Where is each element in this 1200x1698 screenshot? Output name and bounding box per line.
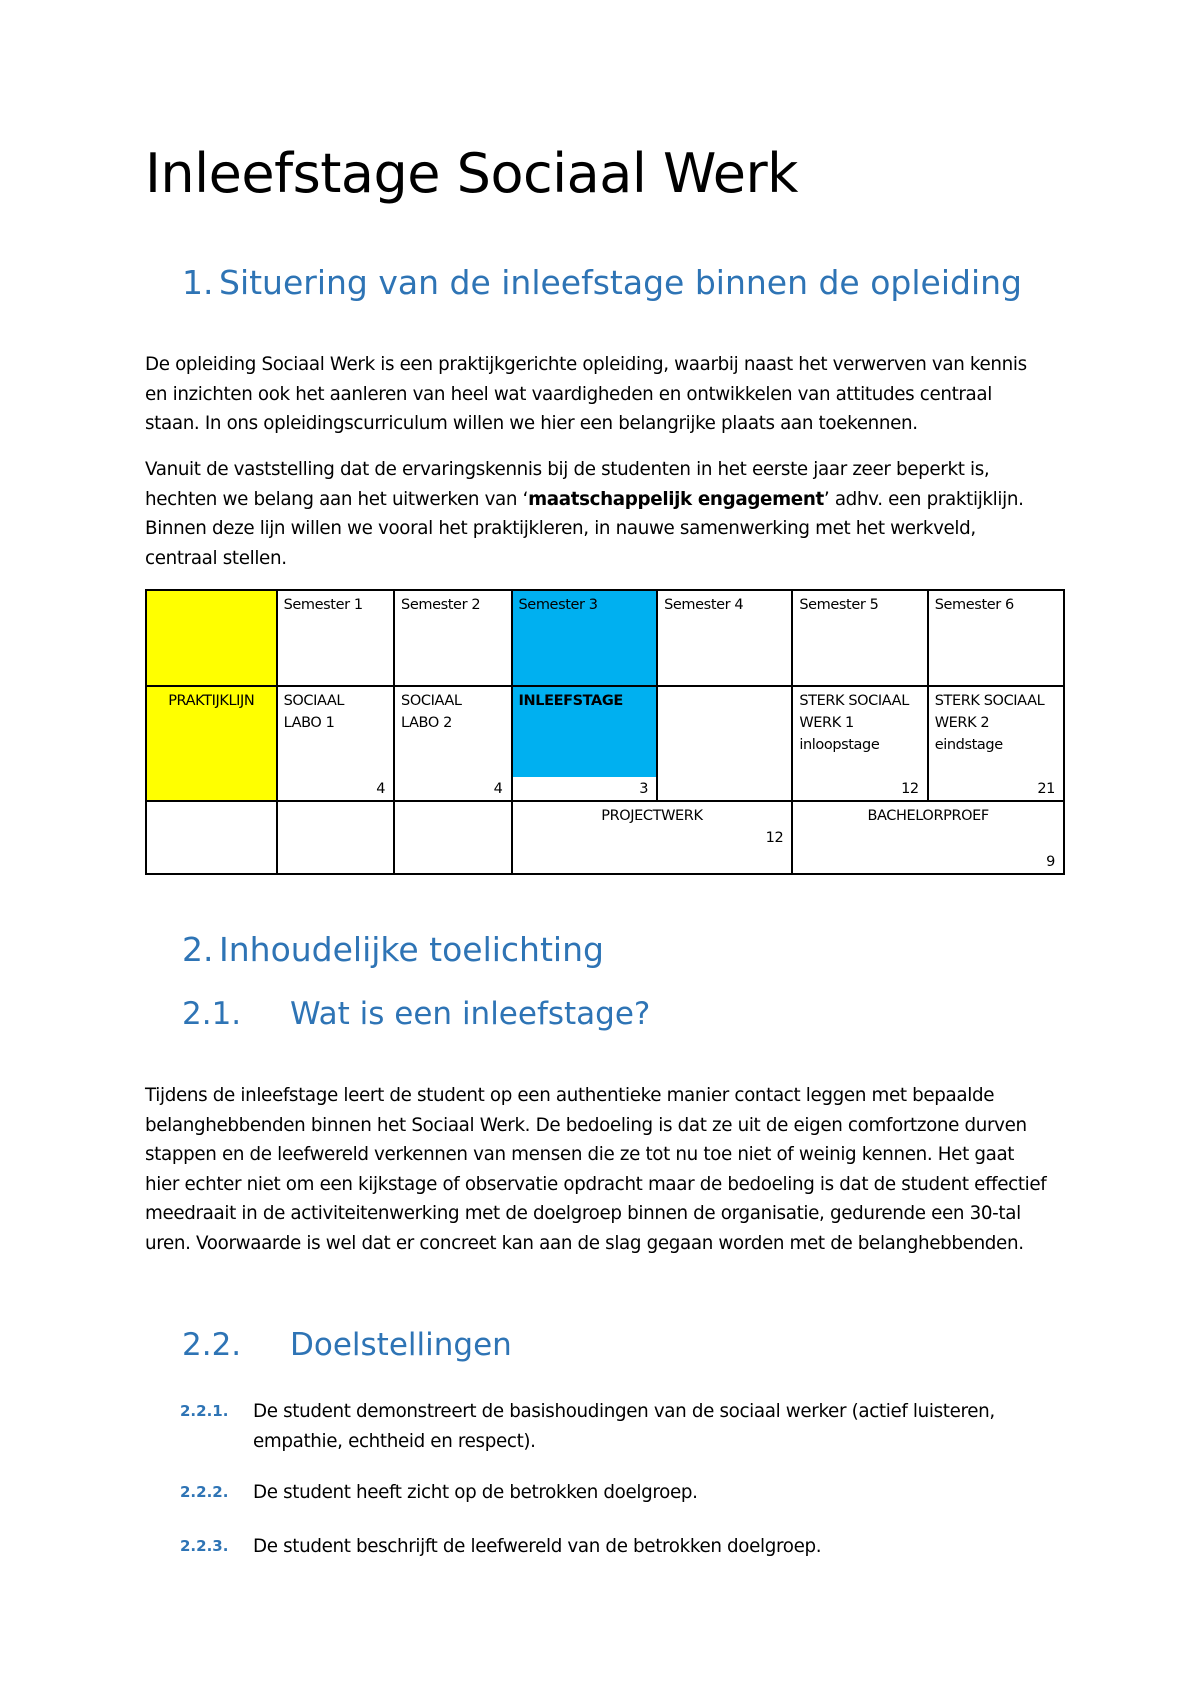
goal-item [145, 1532, 1075, 1562]
cell-line: INLEEFSTAGE [518, 693, 623, 709]
bold-term: maatschappelijk engagement [528, 488, 824, 510]
table-cell-empty [277, 801, 394, 874]
section-2-2-number: 2.2. [182, 1327, 242, 1363]
row-label: PRAKTIJKLIJN [146, 686, 277, 801]
goal-line: De student demonstreert de basishoudingen van de sociaal werker (actief luisteren, [253, 1401, 995, 1422]
cell-line: WERK 1 [799, 715, 854, 731]
section-2-1-title: Wat is een inleefstage? [290, 996, 651, 1032]
cell-line: eindstage [934, 737, 1003, 753]
section-2-2-title: Doelstellingen [290, 1327, 512, 1363]
paragraph-line: hier echter niet om een kijkstage of observatie opdracht maar de bedoeling is dat de student effectief [145, 1173, 1047, 1195]
cell-line: SOCIAAL [401, 693, 462, 709]
table-cell-empty [146, 801, 277, 874]
semester-header: Semester 4 [657, 590, 792, 686]
cell-line: BACHELORPROEF [867, 808, 989, 824]
semester-header: Semester 3 [512, 590, 658, 686]
table-cell-highlighted [512, 686, 658, 801]
table-cell [277, 686, 394, 801]
goal-line: empathie, echtheid en respect). [253, 1430, 536, 1452]
text-run: hechten we belang aan het uitwerken van ‘ [145, 488, 529, 510]
goal-line: De student heeft zicht op de betrokken doelgroep. [253, 1482, 698, 1503]
goal-item [145, 1478, 1075, 1508]
paragraph-line: uren. Voorwaarde is wel dat er concreet kan aan de slag gegaan worden met de belanghebbenden. [145, 1232, 1024, 1254]
table-cell [928, 686, 1064, 801]
section-1-heading [182, 263, 1022, 302]
semester-header: Semester 6 [928, 590, 1064, 686]
credit-value: 4 [376, 781, 386, 797]
table-cell-empty [394, 801, 511, 874]
credit-value: 12 [765, 830, 784, 846]
cell-line: inloopstage [799, 737, 880, 753]
goal-line: De student beschrijft de leefwereld van de betrokken doelgroep. [253, 1536, 822, 1557]
goal-number: 2.2.3. [180, 1537, 229, 1555]
goal-number: 2.2.1. [180, 1402, 229, 1420]
curriculum-table [145, 589, 1065, 875]
table-header-row [146, 590, 1064, 686]
section-1-number: 1. [182, 263, 214, 302]
paragraph-line [145, 485, 1075, 515]
paragraph-line: staan. In ons opleidingscurriculum willen we hier een belangrijke plaats aan toekennen. [145, 413, 918, 434]
semester-header: Semester 5 [792, 590, 927, 686]
paragraph-line: De opleiding Sociaal Werk is een praktijkgerichte opleiding, waarbij naast het verwerven van kennis [145, 354, 1027, 375]
bachelorproef-cell [792, 801, 1064, 874]
section-1-paragraph-2 [145, 455, 1075, 573]
cell-line: STERK SOCIAAL [799, 693, 909, 709]
section-2-1-paragraph [145, 1081, 1075, 1258]
document-title: Inleefstage Sociaal Werk [145, 142, 798, 205]
cell-line: LABO 2 [401, 715, 452, 731]
goal-number: 2.2.2. [180, 1483, 229, 1501]
cell-line: PROJECTWERK [601, 808, 703, 824]
text-run: ’ adhv. een praktijklijn. [823, 488, 1024, 510]
credit-value: 21 [1037, 781, 1055, 797]
credit-value: 12 [901, 781, 919, 797]
section-2-number: 2. [182, 930, 214, 969]
table-cell-empty [657, 686, 792, 801]
section-2-heading [182, 930, 604, 969]
paragraph-line: Tijdens de inleefstage leert de student op een authentieke manier contact leggen met bepaalde [145, 1085, 995, 1106]
table-cell [792, 686, 927, 801]
table-row [146, 686, 1064, 801]
cell-line: STERK SOCIAAL [934, 693, 1045, 709]
paragraph-line: en inzichten ook het aanleren van heel wat vaardigheden en ontwikkelen van attitudes centraal [145, 383, 992, 405]
paragraph-line: stappen en de leefwereld verkennen van mensen die ze tot nu toe niet of weinig kennen. Het gaat [145, 1144, 1015, 1165]
paragraph-line: centraal stellen. [145, 547, 287, 569]
credit-value: 4 [493, 781, 503, 797]
paragraph-line: Binnen deze lijn willen we vooral het praktijkleren, in nauwe samenwerking met het werkveld, [145, 518, 976, 539]
paragraph-line: meedraait in de activiteitenwerking met de doelgroep binnen de organisatie, gedurende een 30-tal [145, 1203, 1021, 1224]
section-2-title: Inhoudelijke toelichting [219, 930, 604, 969]
section-2-2-heading [182, 1327, 512, 1363]
section-1-paragraph-1 [145, 350, 1075, 439]
credit-value: 3 [639, 781, 649, 797]
credit-value: 9 [1046, 854, 1055, 870]
paragraph-line: belanghebbenden binnen het Sociaal Werk. De bedoeling is dat ze uit de eigen comfortzone durven [145, 1114, 1027, 1136]
cell-line: SOCIAAL [283, 693, 345, 709]
semester-header: Semester 1 [277, 590, 394, 686]
section-2-1-heading [182, 996, 650, 1032]
cell-line: LABO 1 [283, 715, 335, 731]
paragraph-line: Vanuit de vaststelling dat de ervaringskennis bij de studenten in het eerste jaar zeer beperkt is, [145, 459, 990, 480]
table-cell [394, 686, 511, 801]
table-corner-cell [146, 590, 277, 686]
goal-item [145, 1397, 1075, 1456]
projectwerk-cell [512, 801, 793, 874]
section-1-title: Situering van de inleefstage binnen de opleiding [219, 263, 1022, 302]
semester-header: Semester 2 [394, 590, 511, 686]
table-row [146, 801, 1064, 874]
cell-line: WERK 2 [934, 715, 990, 731]
section-2-1-number: 2.1. [182, 996, 242, 1032]
